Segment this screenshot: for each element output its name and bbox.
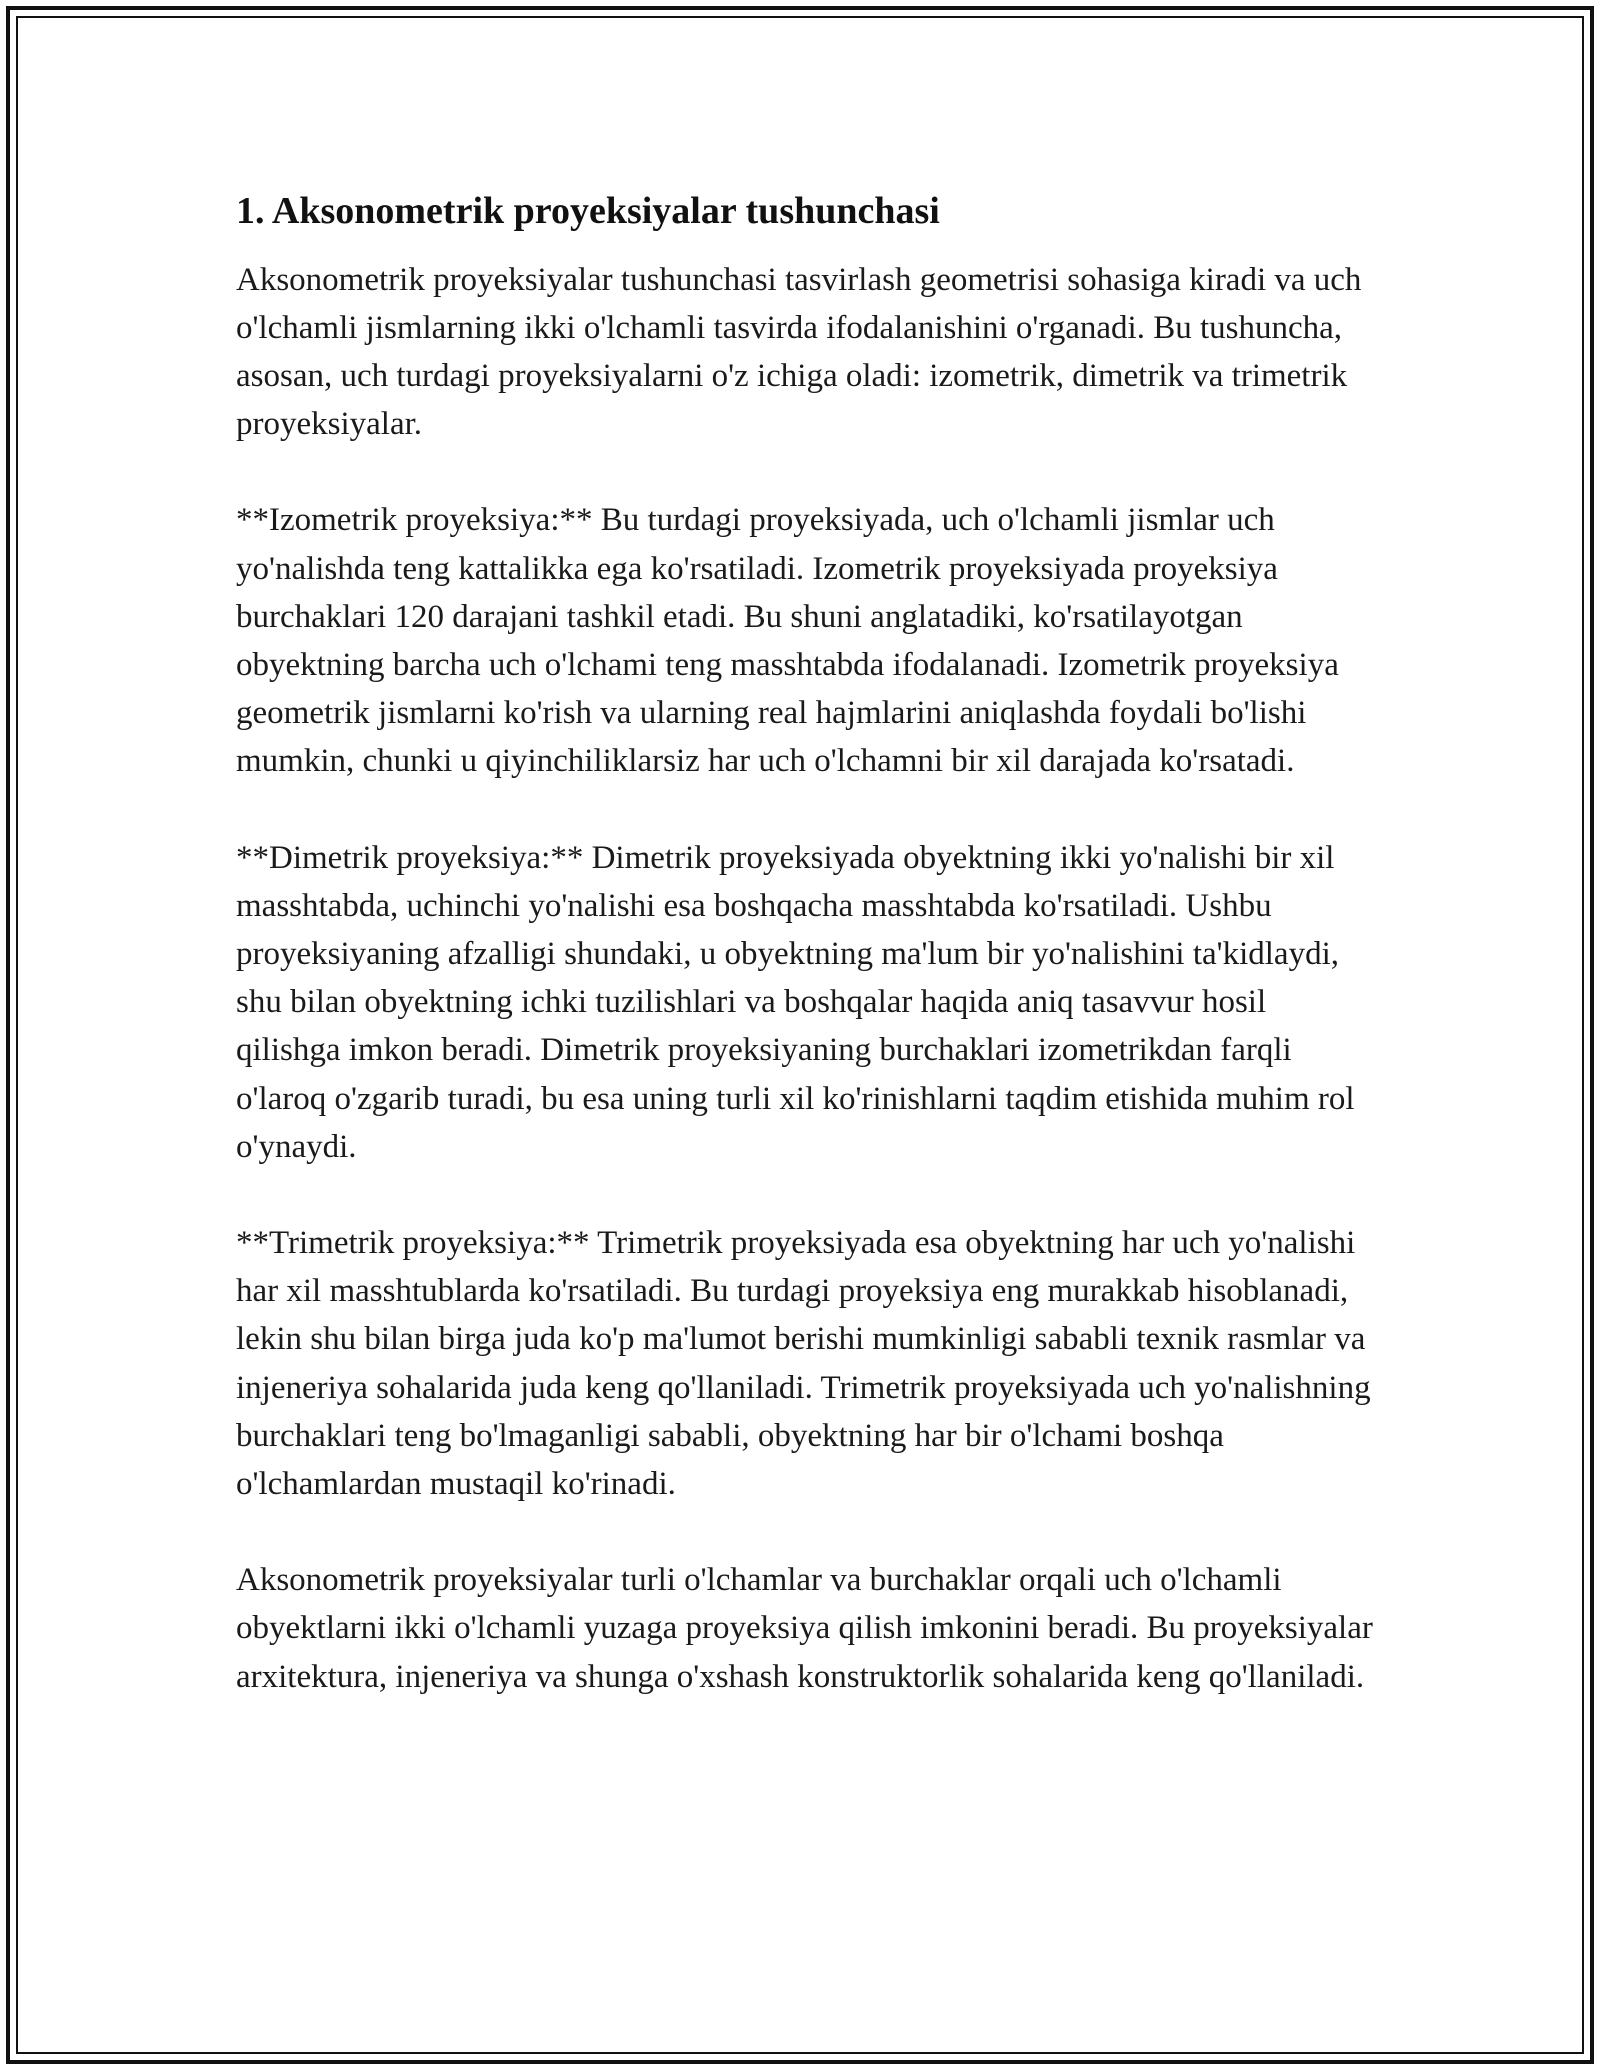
document-body <box>236 188 1376 1701</box>
section-heading: 1. Aksonometrik proyeksiyalar tushunchasi <box>236 190 940 232</box>
paragraph-trimetric: **Trimetrik proyeksiya:** Trimetrik proyeksiyada esa obyektning har uch yo'nalishi har xil masshtublarda ko'rsatiladi. Bu turdagi proyeksiya eng murakkab hisoblanadi, lekin shu bilan birga juda ko'p ma'lumot berishi mumkinligi sababli texnik rasmlar va injeneriya sohalarida juda keng qo'llaniladi. Trimetrik proyeksiyada uch yo'nalishning burchaklari teng bo'lmaganligi sababli, obyektning har bir o'lchami boshqa o'lchamlardan mustaqil ko'rinadi. <box>236 1224 1371 1502</box>
paragraph-conclusion: Aksonometrik proyeksiyalar turli o'lchamlar va burchaklar orqali uch o'lchamli obyektlarni ikki o'lchamli yuzaga proyeksiya qilish imkonini beradi. Bu proyeksiyalar arxitektura, injeneriya va shunga o'xshash konstruktorlik sohalarida keng qo'llaniladi. <box>236 1562 1373 1695</box>
paragraph-dimetric: **Dimetrik proyeksiya:** Dimetrik proyeksiyada obyektning ikki yo'nalishi bir xil masshtabda, uchinchi yo'nalishi esa boshqacha masshtabda ko'rsatiladi. Ushbu proyeksiyaning afzalligi shundaki, u obyektning ma'lum bir yo'nalishini ta'kidlaydi, shu bilan obyektning ichki tuzilishlari va boshqalar haqida aniq tasavvur hosil qilishga imkon beradi. Dimetrik proyeksiyaning burchaklari izometrikdan farqli o'laroq o'zgarib turadi, bu esa uning turli xil ko'rinishlarni taqdim etishida muhim rol o'ynaydi. <box>236 839 1355 1165</box>
paragraph-intro: Aksonometrik proyeksiyalar tushunchasi tasvirlash geometrisi sohasiga kiradi va uch o'lchamli jismlarning ikki o'lchamli tasvirda ifodalanishini o'rganadi. Bu tushuncha, asosan, uch turdagi proyeksiyalarni o'z ichiga oladi: izometrik, dimetrik va trimetrik proyeksiyalar. <box>236 261 1362 443</box>
paragraph-isometric: **Izometrik proyeksiya:** Bu turdagi proyeksiyada, uch o'lchamli jismlar uch yo'nalishda teng kattalikka ega ko'rsatiladi. Izometrik proyeksiyada proyeksiya burchaklari 120 darajani tashkil etadi. Bu shuni anglatadiki, ko'rsatilayotgan obyektning barcha uch o'lchami teng masshtabda ifodalanadi. Izometrik proyeksiya geometrik jismlarni ko'rish va ularning real hajmlarini aniqlashda foydali bo'lishi mumkin, chunki u qiyinchiliklarsiz har uch o'lchamni bir xil darajada ko'rsatadi. <box>236 502 1339 780</box>
